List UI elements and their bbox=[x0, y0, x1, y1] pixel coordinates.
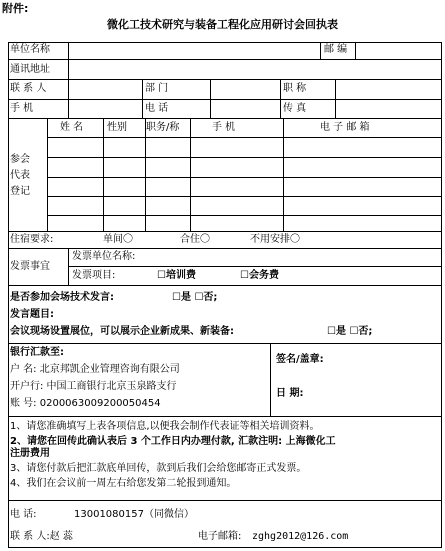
contact-phone-value: 13001080157（同微信） bbox=[74, 509, 194, 520]
contact-email-label: 电子邮箱: bbox=[198, 531, 242, 542]
attachment-label: 附件: bbox=[2, 2, 29, 15]
lodging-shared-option[interactable]: 合住〇 bbox=[180, 234, 210, 245]
note-3: 3、请您付款后把汇款底单回传，款到后我们会给您邮寄正式发票。 bbox=[10, 463, 307, 474]
col-email: 电 子 邮 箱 bbox=[320, 122, 370, 133]
unit-name-label: 单位名称 bbox=[10, 44, 50, 55]
bank-name: 开户行: 中国工商银行北京玉泉路支行 bbox=[10, 381, 177, 392]
position-label: 职 称 bbox=[283, 83, 307, 94]
contact-phone-label: 电 话: bbox=[10, 509, 37, 520]
attendee-section-label-2: 代表 bbox=[10, 170, 30, 181]
exhibit-yes-no[interactable]: ☐是 ☐否; bbox=[327, 326, 373, 337]
address-label: 通讯地址 bbox=[10, 64, 50, 75]
note-2: 2、请您在回传此确认表后 3 个工作日内办理付款, 汇款注明: 上海微化工 bbox=[10, 436, 336, 447]
col-gender: 性别 bbox=[107, 122, 127, 133]
invoice-items-label: 发票项目: bbox=[72, 270, 116, 281]
contact-email-value[interactable]: zghg2012@126.com bbox=[252, 531, 349, 542]
exhibit-question: 会议现场设置展位，可以展示企业新成果、新装备: bbox=[10, 326, 234, 337]
phone-label: 电 话 bbox=[145, 103, 169, 114]
lodging-label: 住宿要求: bbox=[10, 234, 54, 245]
note-1: 1、请您准确填写上表各项信息,以便我会制作代表证等相关培训资料。 bbox=[10, 421, 320, 432]
bank-account-number: 账 号: 0200063009200050454 bbox=[10, 398, 161, 409]
attendee-section-label-3: 登记 bbox=[10, 186, 30, 197]
speech-yes-no[interactable]: ☐是 ☐否; bbox=[172, 292, 218, 303]
col-name: 姓 名 bbox=[60, 122, 84, 133]
bank-heading: 银行汇款至: bbox=[10, 347, 64, 358]
speech-question: 是否参加会场技术发言: bbox=[10, 292, 114, 303]
date-label: 日 期: bbox=[276, 388, 304, 399]
postcode-label: 邮 编 bbox=[324, 44, 348, 55]
col-mobile: 手 机 bbox=[212, 122, 236, 133]
meeting-fee-checkbox[interactable]: ☐会务费 bbox=[240, 270, 279, 281]
bank-account-name: 户 名: 北京邦凯企业管理咨询有限公司 bbox=[10, 364, 180, 375]
lodging-none-option[interactable]: 不用安排〇 bbox=[250, 234, 300, 245]
invoice-label: 发票事宜 bbox=[10, 261, 50, 272]
mobile-label: 手 机 bbox=[10, 103, 34, 114]
training-fee-checkbox[interactable]: ☐培训费 bbox=[157, 270, 196, 281]
fax-label: 传 真 bbox=[283, 103, 307, 114]
attendee-section-label-1: 参会 bbox=[10, 154, 30, 165]
form-title: 微化工技术研究与装备工程化应用研讨会回执表 bbox=[107, 18, 338, 31]
lodging-single-option[interactable]: 单间〇 bbox=[103, 234, 133, 245]
contact-person: 联 系 人:赵 蕊 bbox=[10, 531, 73, 542]
contact-label: 联 系 人 bbox=[10, 83, 47, 94]
note-4: 4、我们在会议前一周左右给您发第二轮报到通知。 bbox=[10, 478, 237, 489]
sign-label: 签名/盖章: bbox=[276, 354, 324, 365]
invoice-unit-label: 发票单位名称: bbox=[72, 251, 136, 262]
note-2-continued: 注册费用 bbox=[10, 448, 50, 459]
department-label: 部 门 bbox=[145, 83, 169, 94]
speech-topic-label: 发言题目: bbox=[10, 309, 54, 320]
col-title: 职务/称 bbox=[146, 122, 180, 133]
